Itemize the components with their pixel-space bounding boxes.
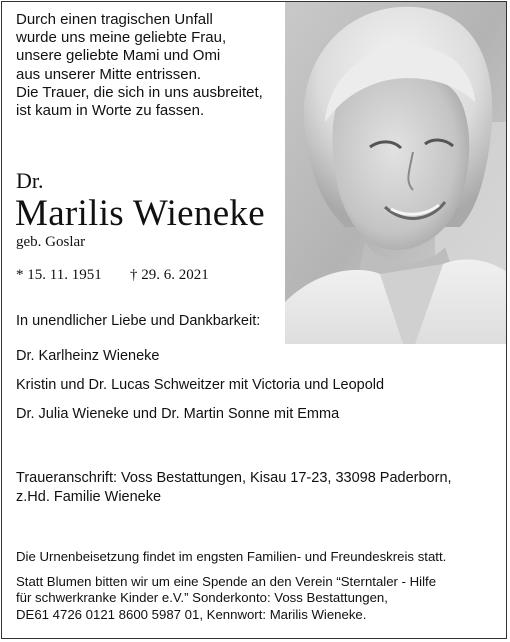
donation-line: DE61 4726 0121 8600 5987 01, Kennwort: Marilis Wieneke. bbox=[16, 606, 367, 622]
maiden-name: geb. Goslar bbox=[16, 234, 86, 250]
portrait-illustration bbox=[285, 2, 507, 344]
intro-line: Die Trauer, die sich in uns ausbreitet, bbox=[16, 83, 263, 101]
intro-line: unsere geliebte Mami und Omi bbox=[16, 47, 221, 65]
deceased-name: Marilis Wieneke bbox=[15, 193, 265, 234]
donation-line: für schwerkranke Kinder e.V.” Sonderkonto: Voss Bestattungen, bbox=[16, 590, 388, 606]
intro-line: aus unserer Mitte entrissen. bbox=[16, 65, 202, 83]
portrait-photo bbox=[285, 2, 507, 344]
intro-line: Durch einen tragischen Unfall bbox=[16, 11, 213, 28]
mourning-address bbox=[16, 469, 496, 506]
mourner-line: Dr. Julia Wieneke und Dr. Martin Sonne mit Emma bbox=[16, 406, 340, 422]
donation-line: Statt Blumen bitten wir um eine Spende an den Verein “Sterntaler - Hilfe bbox=[16, 574, 437, 589]
academic-title: Dr. bbox=[16, 168, 44, 193]
intro-line: wurde uns meine geliebte Frau, bbox=[16, 29, 227, 47]
address-line: z.Hd. Familie Wieneke bbox=[16, 488, 162, 505]
address-line: Traueranschrift: Voss Bestattungen, Kisau 17-23, 33098 Paderborn, bbox=[16, 470, 452, 486]
obituary-notice bbox=[1, 1, 507, 639]
donation-request bbox=[16, 574, 502, 623]
intro-line: ist kaum in Worte zu fassen. bbox=[16, 102, 205, 120]
death-date: † 29. 6. 2021 bbox=[130, 267, 209, 283]
gratitude-line: In unendlicher Liebe und Dankbarkeit: bbox=[16, 313, 261, 329]
intro-text bbox=[16, 11, 286, 120]
mourner-line: Kristin und Dr. Lucas Schweitzer mit Victoria und Leopold bbox=[16, 377, 385, 393]
mourner-line: Dr. Karlheinz Wieneke bbox=[16, 348, 160, 364]
birth-date: * 15. 11. 1951 bbox=[16, 267, 102, 283]
burial-note: Die Urnenbeisetzung findet im engsten Familien- und Freundeskreis statt. bbox=[16, 549, 447, 564]
